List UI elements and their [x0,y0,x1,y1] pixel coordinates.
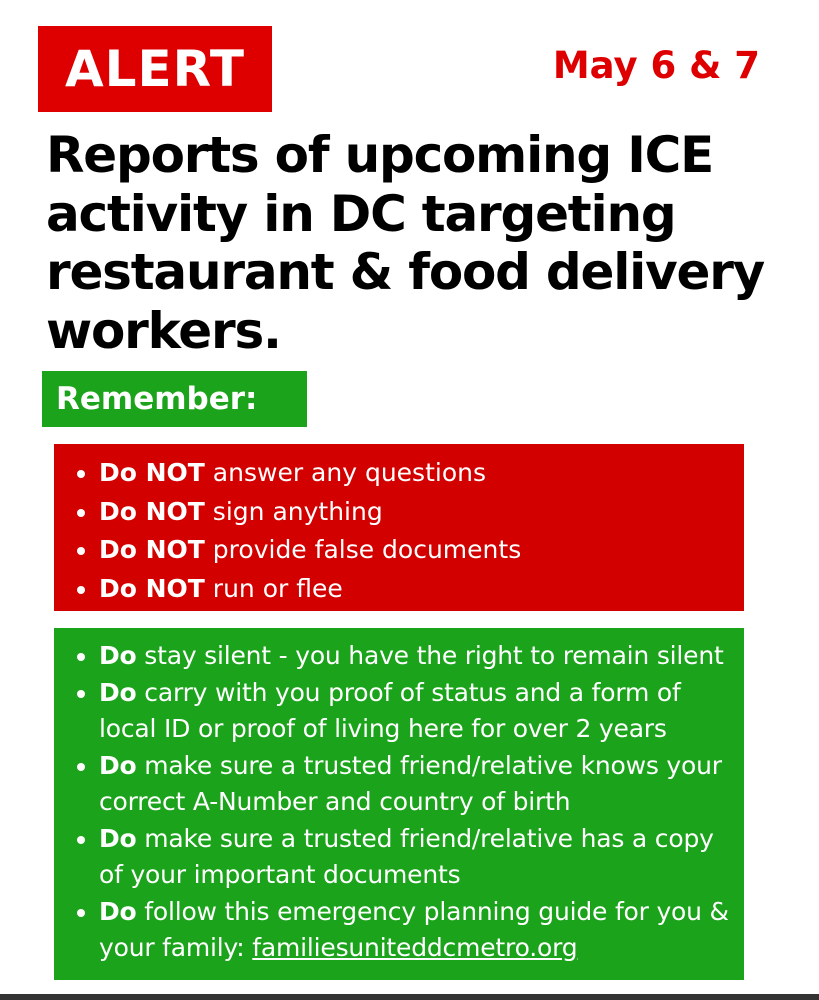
do-item-strong: Do [99,641,137,670]
do-item-strong: Do [99,677,137,707]
families-united-link[interactable]: familiesuniteddcmetro.org [252,933,578,962]
remember-label: Remember: [56,381,258,417]
dont-item-strong: Do NOT [99,535,205,564]
dont-item [99,493,744,532]
dont-item-strong: Do NOT [99,573,205,603]
dont-item [99,454,744,493]
dont-item-text: answer any questions [204,458,486,487]
do-item-text: stay silent - you have the right to remain silent [136,641,724,670]
do-item-text: make sure a trusted friend/relative has a copy of your important documents [99,823,714,889]
do-item [99,821,744,894]
dont-item-text: run or flee [204,573,343,603]
do-item-strong: Do [99,750,137,780]
do-item-strong: Do [99,896,137,926]
do-item [99,748,744,821]
dont-list [54,454,744,608]
do-item-text: follow this emergency planning guide for you & your family: [99,896,729,962]
bottom-divider [0,994,819,1000]
dont-item [99,570,744,609]
alert-label: ALERT [64,40,246,98]
dont-item [99,531,744,570]
do-list-box [54,628,744,980]
event-date: May 6 & 7 [552,44,760,87]
do-item [99,894,744,967]
dont-list-box [54,444,744,611]
do-item-strong: Do [99,823,137,853]
do-item [99,638,744,675]
alert-badge [38,26,272,112]
do-item-text: make sure a trusted friend/relative knows your correct A-Number and country of birth [99,750,722,816]
headline: Reports of upcoming ICE activity in DC targeting restaurant & food delivery workers. [46,126,765,360]
do-list [54,638,744,967]
do-item [99,675,744,748]
dont-item-strong: Do NOT [99,496,205,526]
dont-item-text: provide false documents [204,535,522,564]
remember-banner [42,371,307,427]
dont-item-text: sign anything [204,496,383,526]
dont-item-strong: Do NOT [99,458,205,487]
do-item-text: carry with you proof of status and a form of local ID or proof of living here for over 2 years [99,677,681,743]
